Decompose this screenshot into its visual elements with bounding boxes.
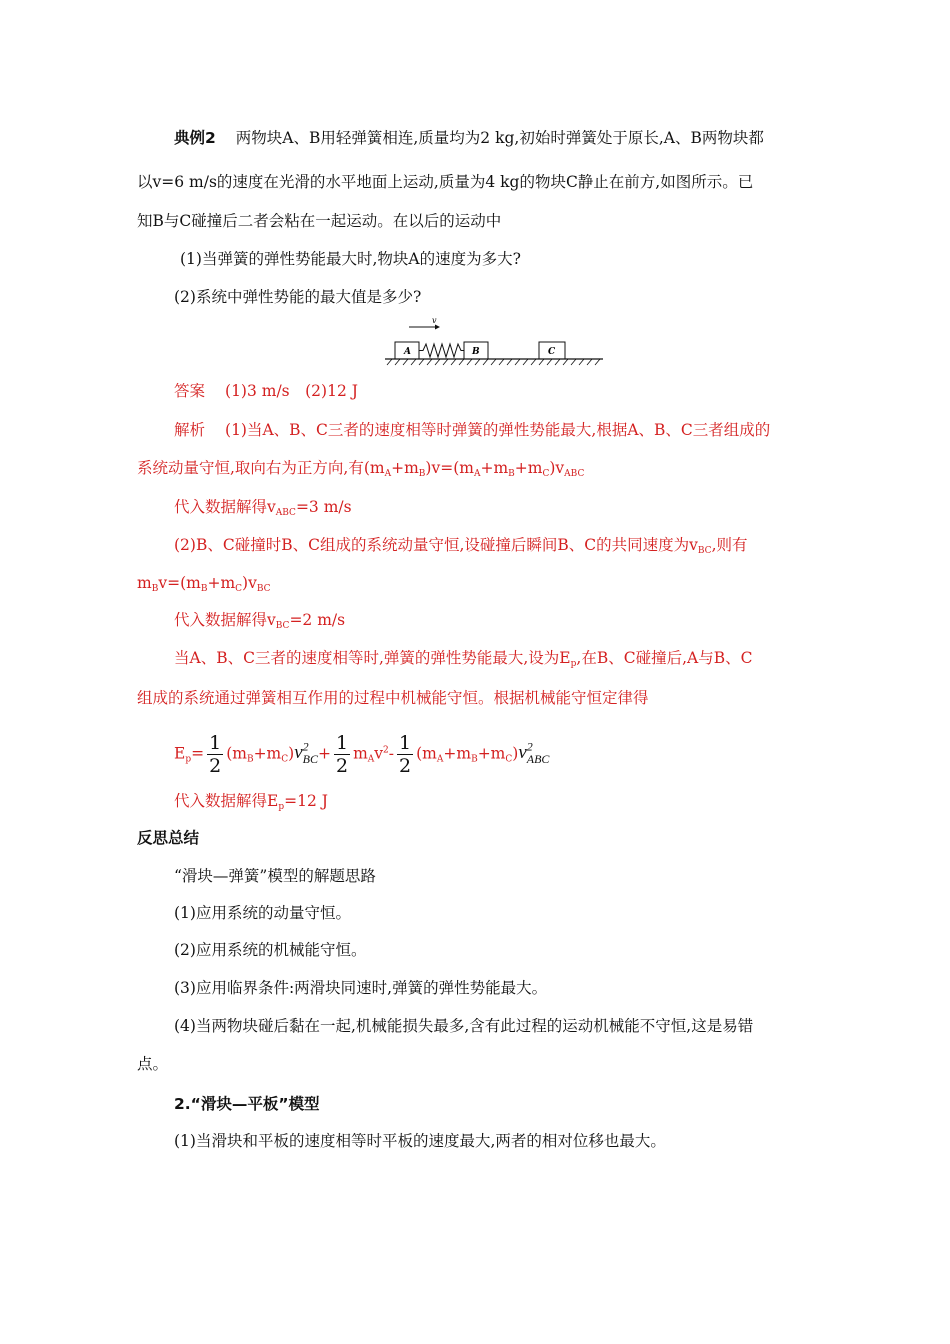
analysis-text-2: 系统动量守恒,取向右为正方向,有(m: [137, 459, 385, 477]
ground-hatching: [387, 359, 600, 365]
analysis-value-vabc: =3 m/s: [295, 498, 352, 516]
reflection-item-1: (1)应用系统的动量守恒。: [174, 904, 351, 922]
answer-label: 答案: [174, 382, 206, 400]
problem-figure: [383, 314, 605, 366]
analysis-line-5: $m_Bv=(m_B+m_C)v_{BC}$: [137, 574, 271, 594]
reflection-item-4-cont: 点。: [137, 1055, 169, 1073]
analysis-text-4: (2)B、C碰撞时B、C组成的系统动量守恒,设碰撞后瞬间B、C的共同速度为v: [174, 536, 698, 554]
section-2-title: 2.“滑块—平板”模型: [174, 1095, 320, 1113]
example-line-3: 知B与C碰撞后二者会粘在一起运动。在以后的运动中: [137, 212, 502, 230]
analysis-line-8: 组成的系统通过弹簧相互作用的过程中机械能守恒。根据机械能守恒定律得: [137, 689, 649, 707]
question-1: (1)当弹簧的弹性势能最大时,物块A的速度为多大?: [180, 250, 521, 268]
analysis-value-vbc: =2 m/s: [289, 611, 346, 629]
question-2: (2)系统中弹性势能的最大值是多少?: [174, 288, 422, 306]
example-text-1: 两物块A、B用轻弹簧相连,质量均为2 kg,初始时弹簧处于原长,A、B两物块都: [235, 129, 764, 147]
analysis-text-9: 代入数据解得E: [174, 792, 279, 810]
fraction-half-3: $\frac{1}{2}$: [399, 731, 412, 777]
reflection-item-3: (3)应用临界条件:两滑块同速时,弹簧的弹性势能最大。: [174, 979, 548, 997]
section-2-line-1: (1)当滑块和平板的速度相等时平板的速度最大,两者的相对位移也最大。: [174, 1132, 666, 1150]
block-c-label: C: [548, 347, 556, 357]
analysis-line-3: 代入数据解得$v_{ABC}=3$ m/s: [174, 498, 352, 518]
reflection-item-4: (4)当两物块碰后黏在一起,机械能损失最多,含有此过程的运动机械能不守恒,这是易错: [174, 1017, 754, 1035]
analysis-line-7: 当A、B、C三者的速度相等时,弹簧的弹性势能最大,设为$E_p$,在B、C碰撞后,A与B、C: [174, 649, 753, 669]
answer-text: (1)3 m/s (2)12 J: [225, 382, 358, 400]
reflection-item-2: (2)应用系统的机械能守恒。: [174, 941, 367, 959]
example-line-1: [174, 126, 764, 150]
analysis-text-4b: ,则有: [711, 536, 748, 554]
reflection-subtitle: “滑块—弹簧”模型的解题思路: [174, 867, 376, 885]
fraction-half-1: $\frac{1}{2}$: [209, 731, 222, 777]
analysis-line-1: [174, 418, 770, 442]
analysis-label: 解析: [174, 421, 206, 439]
analysis-text-3: 代入数据解得v: [174, 498, 276, 516]
answer-line: [174, 379, 358, 403]
velocity-label: v: [432, 316, 437, 325]
analysis-line-9: 代入数据解得$E_p=12$ J: [174, 792, 328, 812]
example-label: 典例2: [174, 129, 216, 147]
analysis-text-7b: ,在B、C碰撞后,A与B、C: [576, 649, 753, 667]
example-line-2: 以v=6 m/s的速度在光滑的水平地面上运动,质量为4 kg的物块C静止在前方,如图所示。已: [137, 173, 754, 191]
fraction-half-2: $\frac{1}{2}$: [335, 731, 349, 777]
analysis-line-6: 代入数据解得$v_{BC}=2$ m/s: [174, 611, 346, 631]
analysis-value-ep: =12 J: [284, 792, 328, 810]
spring: [419, 344, 464, 357]
analysis-text-6: 代入数据解得v: [174, 611, 276, 629]
reflection-title: 反思总结: [137, 829, 200, 847]
block-b-label: B: [472, 347, 480, 357]
analysis-line-4: (2)B、C碰撞时B、C组成的系统动量守恒,设碰撞后瞬间B、C的共同速度为$v_{BC}$,则有: [174, 536, 748, 556]
velocity-arrowhead-icon: [435, 325, 440, 330]
analysis-line-2: 系统动量守恒,取向右为正方向,有$(m_A+m_B)v=(m_A+m_B+m_C)v_{ABC}$: [137, 459, 585, 479]
analysis-text-7: 当A、B、C三者的速度相等时,弹簧的弹性势能最大,设为E: [174, 649, 571, 667]
block-a-label: A: [404, 347, 411, 357]
analysis-text-1: (1)当A、B、C三者的速度相等时弹簧的弹性势能最大,根据A、B、C三者组成的: [225, 421, 771, 439]
energy-equation: $E_p=$ $\frac{1}{2}$ $(m_B+m_C)v^2_{BC}+$ $\frac{1}{2}$ $m_Av^2-$ $\frac{1}{2}$ $(m_A+m_B+m_C)v^2_{ABC}$: [174, 731, 550, 777]
